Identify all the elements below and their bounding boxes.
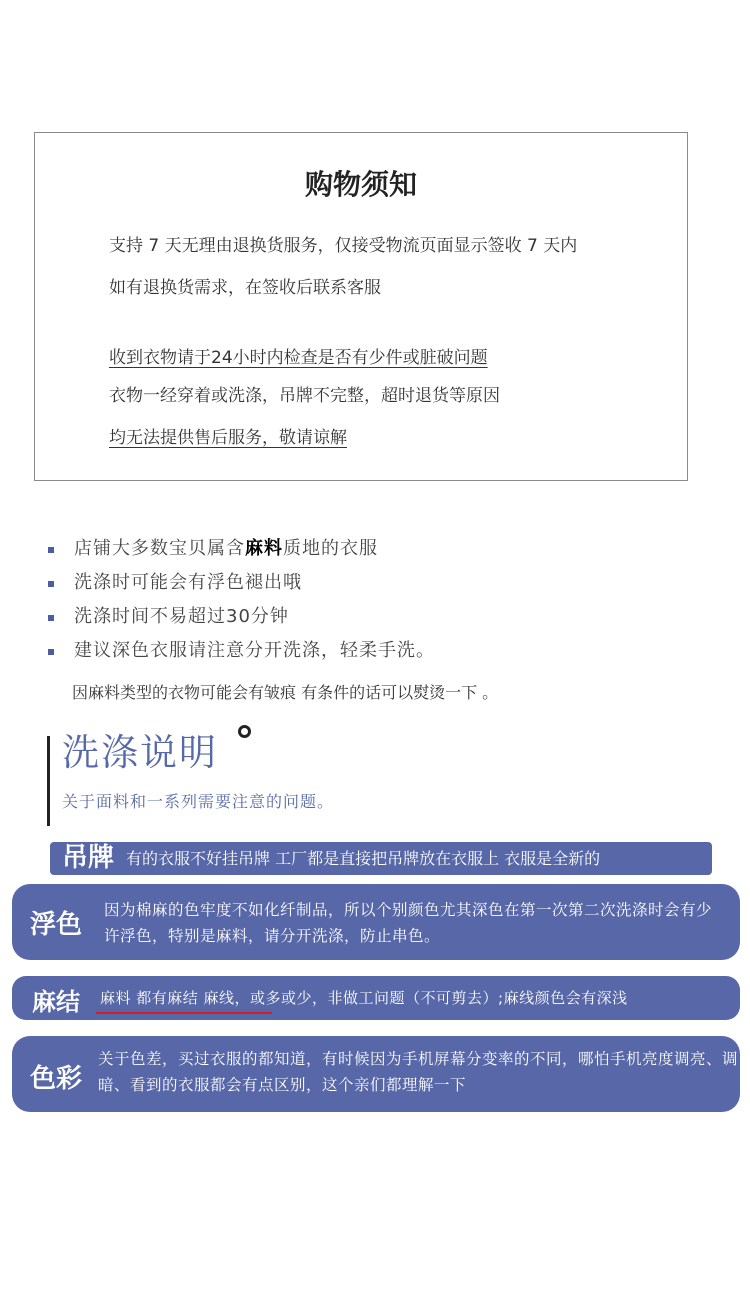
bullet-highlight: 麻料 [245,538,283,559]
notice-line-5: 均无法提供售后服务，敬请谅解 [109,428,347,448]
color-difference-card [12,1036,740,1112]
linen-knot-label: 麻结 [32,988,80,1016]
notice-title: 购物须知 [304,168,417,201]
red-underline [96,1012,272,1014]
hangtag-strip [50,842,712,875]
hangtag-text: 有的衣服不好挂吊牌 工厂都是直接把吊牌放在衣服上 衣服是全新的 [126,849,601,868]
color-difference-label: 色彩 [30,1064,83,1094]
bullet-text: 建议深色衣服请注意分开洗涤，轻柔手洗。 [74,640,435,661]
bullet-text: 店铺大多数宝贝属含 [74,538,245,559]
section-subtitle: 关于面料和一系列需要注意的问题。 [62,792,335,811]
notice-line-1: 支持 7 天无理由退换货服务，仅接受物流页面显示签收 7 天内 [109,236,578,256]
bullet-text: 洗涤时间不易超过30分钟 [74,606,289,627]
float-color-card [12,884,740,960]
hangtag-label: 吊牌 [62,843,115,873]
shopping-notice-box [34,132,688,481]
ring-icon [238,725,251,738]
section-divider [47,736,50,826]
bullet-square-icon [48,615,54,621]
float-color-label: 浮色 [30,910,83,940]
section-title: 洗涤说明 [62,731,218,774]
bullet-text: 质地的衣服 [283,538,378,559]
ironing-note: 因麻料类型的衣物可能会有皱痕 有条件的话可以熨烫一下 。 [72,683,499,702]
bullet-square-icon [48,581,54,587]
linen-knot-text: 麻料 都有麻结 麻线，或多或少，非做工问题（不可剪去）;麻线颜色会有深浅 [100,989,628,1007]
float-color-text: 因为棉麻的色牢度不如化纤制品，所以个别颜色尤其深色在第一次第二次洗涤时会有少许浮色，特别是麻料，请分开洗涤，防止串色。 [104,901,713,945]
linen-knot-card [12,976,740,1020]
bullet-square-icon [48,547,54,553]
notice-line-4: 衣物一经穿着或洗涤，吊牌不完整，超时退货等原因 [109,386,500,406]
bullet-text: 洗涤时可能会有浮色褪出哦 [74,572,302,593]
notice-line-2: 如有退换货需求，在签收后联系客服 [109,278,381,298]
notice-line-3: 收到衣物请于24小时内检查是否有少件或脏破问题 [109,348,488,368]
color-difference-text: 关于色差，买过衣服的都知道，有时候因为手机屏幕分变率的不同，哪怕手机亮度调亮、调暗、看到的衣服都会有点区别，这个亲们都理解一下 [98,1050,739,1094]
bullet-square-icon [48,649,54,655]
